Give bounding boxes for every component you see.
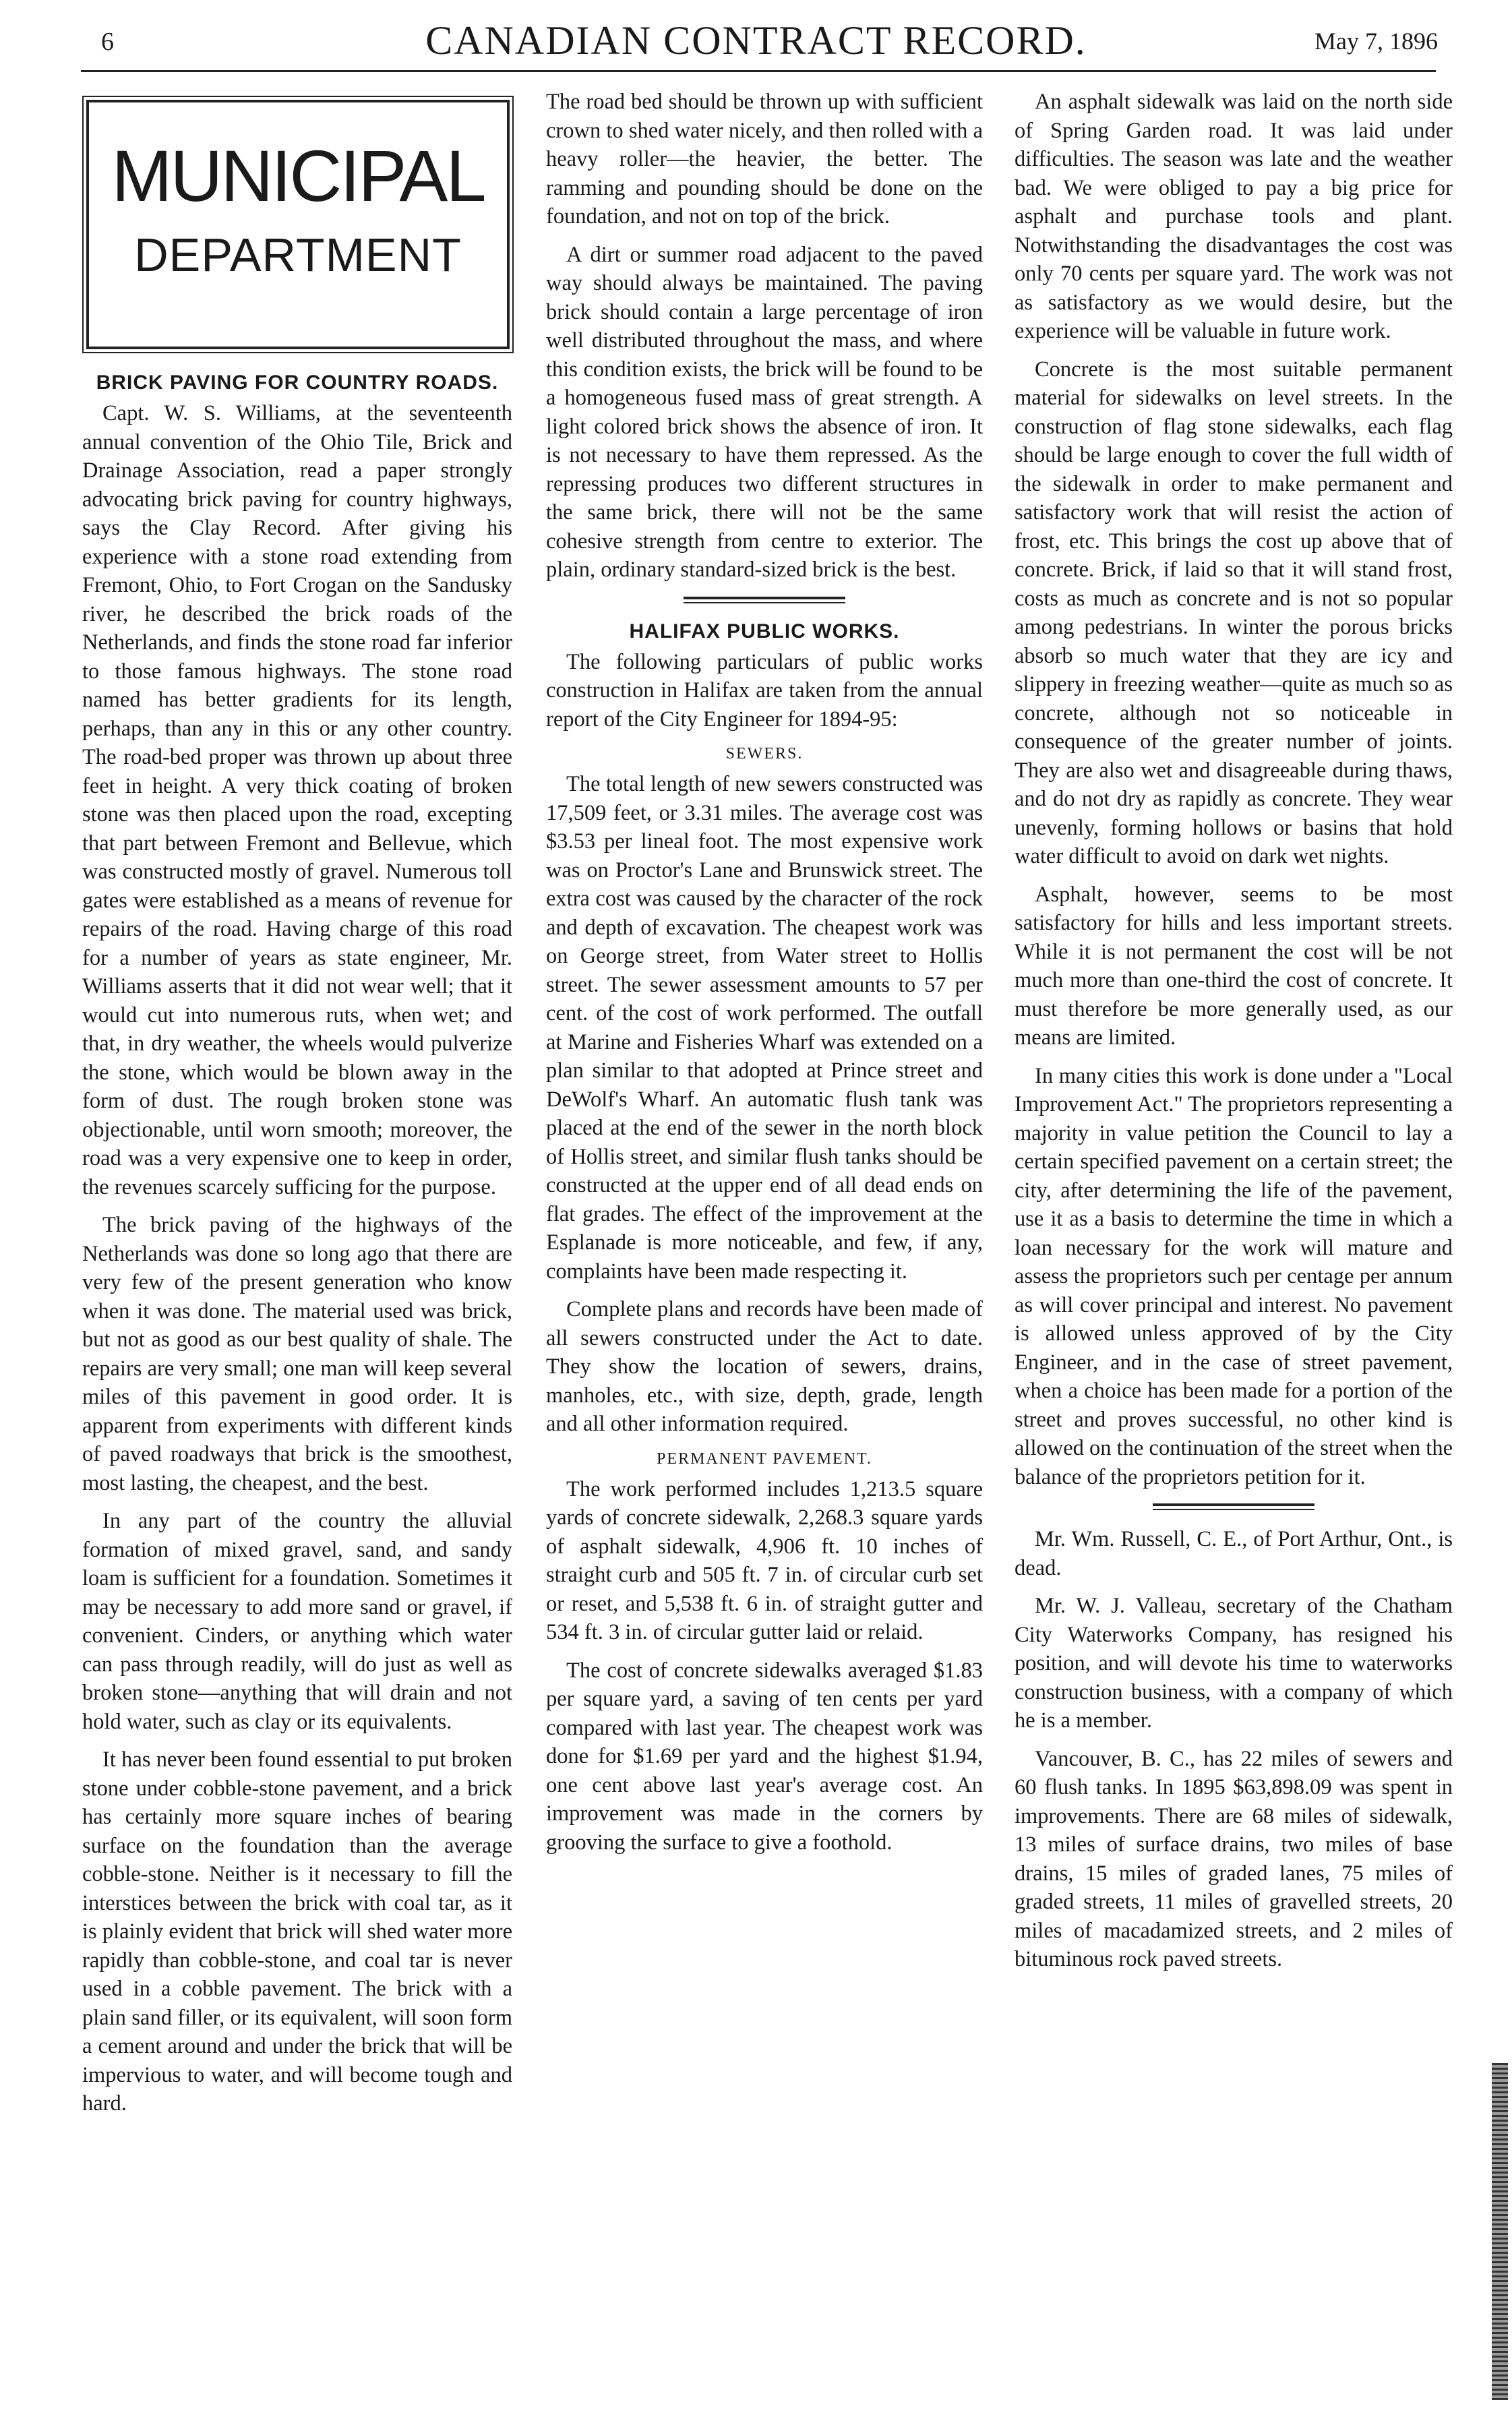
page-header <box>0 0 1512 74</box>
article-paragraph: Asphalt, however, seems to be most satisfactory for hills and less important streets. While it is not permanent the cost will be not much more than one-third the cost of concrete. It must therefore be more generally used, as our means are limited. <box>1015 882 1453 1050</box>
municipal-department-banner <box>86 100 510 349</box>
section-divider <box>1153 1503 1314 1510</box>
section-divider <box>684 597 845 603</box>
article-paragraph: Capt. W. S. Williams, at the seventeenth annual convention of the Ohio Tile, Brick and Drainage Association, read a paper strongly advocating brick paving for country highways, says the Clay Record. After giving his experience with a stone road extending from Fremont, Ohio, to Fort Crogan on the Sandusky river, he described the brick roads of the Netherlands, and finds the stone road far inferior to those famous highways. The stone road named has better gradients for its length, perhaps, than any in this or any other country. The road-bed proper was thrown up about three feet in height. A very thick coating of broken stone was then placed upon the road, excepting that part between Fremont and Bellevue, which was constructed mostly of gravel. Numerous toll gates were established as a means of revenue for repairs of the road. Having charge of this road for a number of years as state engineer, Mr. Williams asserts that it did not wear well; that it would cut into numerous ruts, when wet; and that, in dry weather, the wheels would pulverize the stone, which would be blown away in the form of dust. The rough broken stone was objectionable, until worn smooth; moreover, the road was a very expensive one to keep in order, the revenues scarcely sufficing for the purpose. <box>82 401 512 1199</box>
news-item: Mr. W. J. Valleau, secretary of the Chatham City Waterworks Company, has resigned his position, and will devote his time to waterworks construction business, with a company of which he is a member. <box>1015 1594 1453 1733</box>
article-paragraph: The brick paving of the highways of the Netherlands was done so long ago that there are very few of the present generation who know when it was done. The material used was brick, but not as good as our best quality of shale. The repairs are very small; one man will keep several miles of this pavement in good order. It is apparent from experiments with different kinds of paved roadways that brick is the smoothest, most lasting, the cheapest, and the best. <box>82 1213 512 1495</box>
article-paragraph: In any part of the country the alluvial formation of mixed gravel, sand, and sandy loam is sufficient for a foundation. Sometimes it may be necessary to add more sand or gravel, if convenient. Cinders, or anything which water can pass through readily, will do just as well as broken stone—anything that will drain and not hold water, such as clay or its equivalents. <box>82 1509 512 1734</box>
article-heading-halifax: HALIFAX PUBLIC WORKS. <box>629 620 900 642</box>
subheading-permanent-pavement: PERMANENT PAVEMENT. <box>657 1449 872 1468</box>
article-paragraph: The road bed should be thrown up with sufficient crown to shed water nicely, and then rolled with a heavy roller—the heavier, the better. The ramming and pounding should be done on the foundation, and not on top of the brick. <box>546 90 983 229</box>
article-paragraph: Complete plans and records have been made of all sewers constructed under the Act to date. They show the location of sewers, drains, manholes, etc., with size, depth, grade, length and all other information required. <box>546 1297 983 1436</box>
issue-date: May 7, 1896 <box>1314 28 1438 55</box>
article-paragraph: The cost of concrete sidewalks averaged $1.83 per square yard, a saving of ten cents per yard compared with last year. The cheapest work was done for $1.69 per yard and the highest $1.94, one cent above last year's average cost. An improvement was made in the corners by grooving the surface to give a foothold. <box>546 1658 983 1855</box>
column-1 <box>82 89 512 2128</box>
department-title: MUNICIPAL <box>111 135 485 216</box>
page-number: 6 <box>101 28 114 56</box>
column-3 <box>1015 88 1453 1983</box>
scan-edge-mark <box>1492 2063 1508 2400</box>
news-item: Vancouver, B. C., has 22 miles of sewers and 60 flush tanks. In 1895 $63,898.09 was spent in improvements. There are 68 miles of sidewalk, 13 miles of surface drains, two miles of base drains, 15 miles of graded lanes, 75 miles of graded streets, 11 miles of gravelled streets, 20 miles of macadamized streets, and 2 miles of bituminous rock paved streets. <box>1015 1746 1453 1971</box>
article-paragraph: An asphalt sidewalk was laid on the north side of Spring Garden road. It was laid under difficulties. The season was late and the weather bad. We were obliged to pay a big price for asphalt and purchase tools and plant. Notwithstanding the disadvantages the cost was only 70 cents per square yard. The work was not as satisfactory as we would desire, but the experience will be valuable in future work. <box>1015 90 1453 343</box>
article-paragraph: The total length of new sewers constructed was 17,509 feet, or 3.31 miles. The average cost was $3.53 per lineal foot. The most expensive work was on Proctor's Lane and Brunswick street. The extra cost was caused by the character of the rock and depth of excavation. The cheapest work was on George street, from Water street to Hollis street. The sewer assessment amounts to 57 per cent. of the cost of work performed. The outfall at Marine and Fisheries Wharf was extended on a plan similar to that adopted at Prince street and DeWolf's Wharf. An automatic flush tank was placed at the end of the sewer in the north block of Hollis street, and similar flush tanks should be constructed at the upper end of all dead ends on flat grades. The effect of the improvement at the Esplanade is more noticeable, and few, if any, complaints have been made respecting it. <box>546 772 983 1284</box>
news-item: Mr. Wm. Russell, C. E., of Port Arthur, Ont., is dead. <box>1015 1527 1453 1580</box>
article-paragraph: A dirt or summer road adjacent to the paved way should always be maintained. The paving brick should contain a large percentage of iron well distributed throughout the mass, and where this condition exists, the brick will be found to be a homogeneous fused mass of great strength. A light colored brick shows the absence of iron. It is not necessary to have them repressed. As the repressing produces two different structures in the same brick, there will not be the same cohesive strength from centre to exterior. The plain, ordinary standard-sized brick is the best. <box>546 242 983 582</box>
article-intro: The following particulars of public works construction in Halifax are taken from the annual report of the City Engineer for 1894-95: <box>546 649 983 731</box>
article-paragraph: It has never been found essential to put broken stone under cobble-stone pavement, and a brick has certainly more square inches of bearing surface on the foundation than the average cobble-stone. Neither is it necessary to fill the interstices between the brick with coal tar, as it is plainly evident that brick will shed water more rapidly than cobble-stone, and coal tar is never used in a cobble pavement. The brick with a plain sand filler, or its equivalent, will soon form a cement around and under the brick that will be impervious to water, and will become tough and hard. <box>82 1747 512 2116</box>
article-paragraph: In many cities this work is done under a "Local Improvement Act." The proprietors representing a majority in value petition the Council to lay a certain specified pavement on a certain street; the city, after determining the life of the pavement, use it as a basis to determine the time in which a loan necessary for the work will mature and assess the proprietors such per centage per annum as will cover principal and interest. No pavement is allowed unless approved of by the City Engineer, and in the case of street pavement, when a choice has been made for a portion of the street and proves successful, no other kind is allowed on the continuation of the street when the balance of the proprietors petition for it. <box>1015 1063 1453 1489</box>
article-paragraph: The work performed includes 1,213.5 square yards of concrete sidewalk, 2,268.3 square yards of asphalt sidewalk, 4,906 ft. 10 inches of straight curb and 505 ft. 7 in. of circular curb set or reset, and 5,538 ft. 6 in. of straight gutter and 534 ft. 3 in. of circular gutter laid or relaid. <box>546 1476 983 1644</box>
journal-title: CANADIAN CONTRACT RECORD. <box>425 18 1087 63</box>
department-subtitle: DEPARTMENT <box>134 229 462 281</box>
header-rule <box>81 70 1436 72</box>
subheading-sewers: SEWERS. <box>725 745 804 762</box>
article-heading-brick-paving: BRICK PAVING FOR COUNTRY ROADS. <box>96 371 499 394</box>
column-2 <box>546 88 983 1866</box>
article-paragraph: Concrete is the most suitable permanent material for sidewalks on level streets. In the construction of flag stone sidewalks, each flag should be large enough to cover the full width of the sidewalk in order to make permanent and satisfactory work that will resist the action of frost, etc. This brings the cost up above that of concrete. Brick, if laid so that it will stand frost, costs as much as concrete and is not so popular among pedestrians. In winter the porous bricks absorb so much water that they are icy and slippery in freezing weather—quite as much so as concrete, although not so noticeable in consequence of the greater number of joints. They are also wet and disagreeable during thaws, and do not dry as rapidly as concrete. They wear unevenly, forming hollows or basins that hold water difficult to avoid on dark wet nights. <box>1015 357 1453 868</box>
